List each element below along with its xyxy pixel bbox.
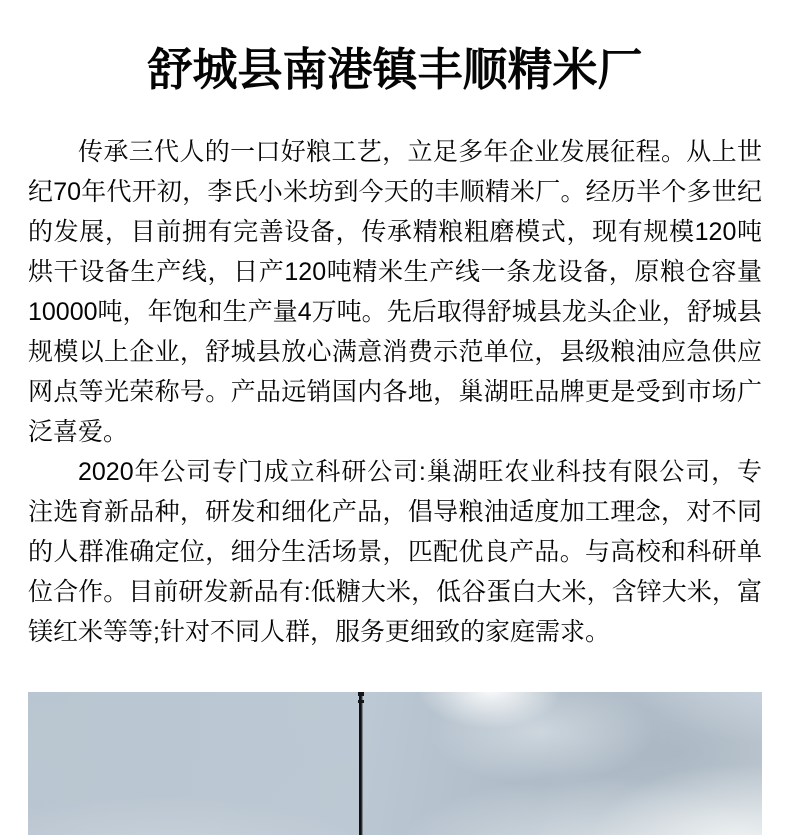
page-title: 舒城县南港镇丰顺精米厂	[147, 44, 643, 95]
paragraph-research-company: 2020年公司专门成立科研公司:巢湖旺农业科技有限公司，专注选育新品种，研发和细化产品，倡导粮油适度加工理念，对不同的人群准确定位，细分生活场景，匹配优良产品。与高校和科研单位合作。目前研发新品有:低糖大米，低谷蛋白大米，含锌大米，富镁红米等等;针对不同人群，服务更细致的家庭需求。	[28, 458, 762, 646]
flagpole-cap	[358, 692, 364, 696]
article-body	[28, 132, 762, 652]
flagpole-joint	[358, 700, 364, 703]
paragraph-company-history: 传承三代人的一口好粮工艺，立足多年企业发展征程。从上世纪70年代开初，李氏小米坊到今天的丰顺精米厂。经历半个多世纪的发展，目前拥有完善设备，传承精粮粗磨模式，现有规模120吨烘干设备生产线，日产120吨精米生产线一条龙设备，原粮仓容量10000吨，年饱和生产量4万吨。先后取得舒城县龙头企业，舒城县规模以上企业，舒城县放心满意消费示范单位，县级粮油应急供应网点等光荣称号。产品远销国内各地，巢湖旺品牌更是受到市场广泛喜爱。	[28, 138, 762, 446]
flagpole	[359, 692, 363, 835]
sky-photo	[28, 692, 762, 835]
